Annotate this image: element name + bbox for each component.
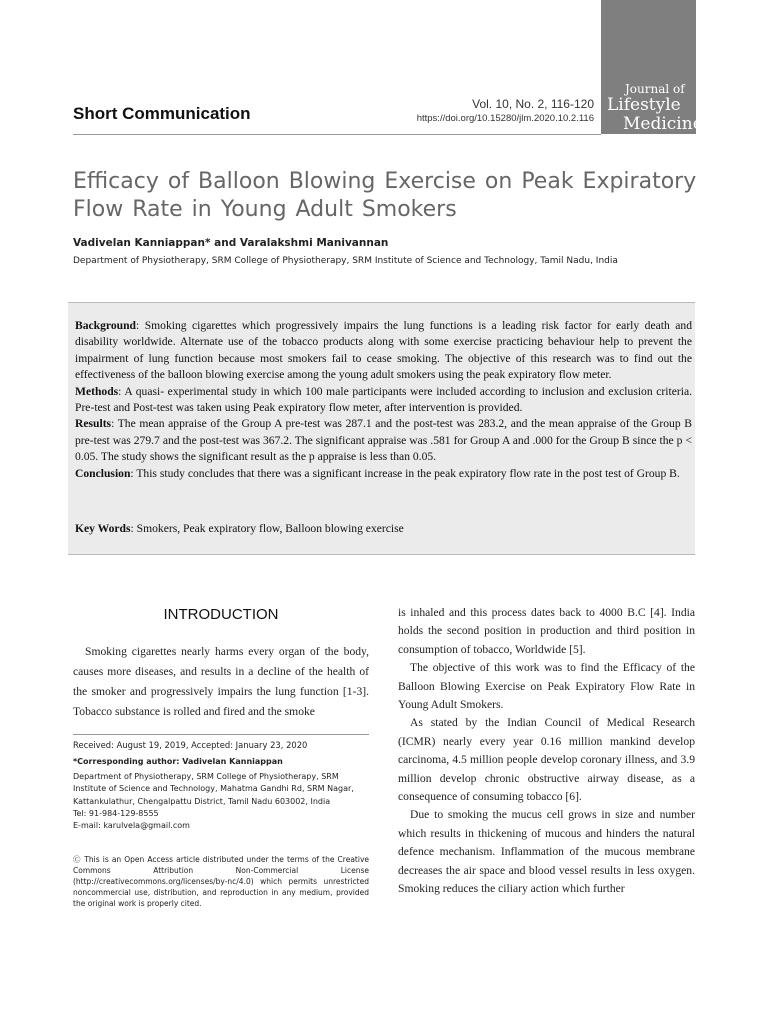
author-contact <box>73 771 369 832</box>
header-divider <box>73 134 601 135</box>
author-tel: Tel: 91-984-129-8555 <box>73 808 159 818</box>
right-column <box>398 604 695 899</box>
methods-label: Methods <box>75 384 119 398</box>
keywords <box>75 522 692 535</box>
conclusion-label: Conclusion <box>75 466 131 480</box>
methods-text: : A quasi- experimental study in which 100 male participants were included according to inclusion and exclusion criteria. Pre-test and Post-test was taken using Peak expiratory flow meter, after intervention is provided. <box>75 384 692 415</box>
received-dates: Received: August 19, 2019, Accepted: January 23, 2020 <box>73 740 308 750</box>
keywords-text: : Smokers, Peak expiratory flow, Balloon blowing exercise <box>130 522 404 535</box>
intro-paragraph: Smoking cigarettes nearly harms every organ of the body, causes more diseases, and results in a decline of the health of the smoker and progressively impairs the lung function [1-3]. Tobacco substance is rolled and fired and the smoke <box>73 645 369 718</box>
body-paragraph: is inhaled and this process dates back to 4000 B.C [4]. India holds the second position in production and third position in consumption of tobacco, Worldwide [5]. <box>398 606 695 656</box>
left-column <box>73 642 369 722</box>
footnote-divider <box>73 734 369 735</box>
abstract-methods <box>75 384 692 417</box>
body-paragraph: The objective of this work was to find the Efficacy of the Balloon Blowing Exercise on Peak Expiratory Flow Rate in Young Adult Smokers. <box>398 661 695 712</box>
abstract-background <box>75 318 692 384</box>
results-label: Results <box>75 417 112 431</box>
volume-info: Vol. 10, No. 2, 116-120 <box>472 97 594 111</box>
background-text: : Smoking cigarettes which progressively impairs the lung functions is a leading risk factor for early death and disability worldwide. Alternate use of the tobacco products along with some exercise practicing behaviour help to prevent the impairment of lung function because most smokers fail to cease smoking. The objective of this research was to find out the effectiveness of the balloon blowing exercise among the young adult smokers using the peak expiratory flow meter. <box>75 319 692 382</box>
background-label: Background <box>75 319 136 332</box>
body-paragraph: As stated by the Indian Council of Medical Research (ICMR) nearly every year 0.16 million mankind develop carcinoma, 4.5 million people develop coronary illness, and 3.9 million develop chronic obstructive airway disease, as a consequence of consuming tobacco [6]. <box>398 716 695 804</box>
conclusion-text: : This study concludes that there was a significant increase in the peak expiratory flow rate in the post test of Group B. <box>130 466 680 480</box>
author-list: Vadivelan Kanniappan* and Varalakshmi Manivannan <box>73 237 389 249</box>
journal-logo-line1: Journal of <box>625 82 685 96</box>
introduction-heading: INTRODUCTION <box>163 606 279 623</box>
abstract-results <box>75 416 692 465</box>
journal-logo <box>601 0 703 134</box>
doi-link[interactable]: https://doi.org/10.15280/jlm.2020.10.2.116 <box>416 113 594 124</box>
corresponding-author: *Corresponding author: Vadivelan Kanniappan <box>73 757 283 766</box>
abstract-conclusion <box>75 466 692 482</box>
author-affiliation: Department of Physiotherapy, SRM College of Physiotherapy, SRM Institute of Science and Technology, Tamil Nadu, India <box>73 256 618 266</box>
author-address: Department of Physiotherapy, SRM College of Physiotherapy, SRM Institute of Science and Technology, Mahatma Gandhi Rd, SRM Nagar, Kattankulathur, Chengalpattu District, Tamil Nadu 603002, India <box>73 772 354 806</box>
license-note <box>73 854 369 909</box>
cc-icon: Ⓒ <box>73 855 85 864</box>
section-type: Short Communication <box>73 104 251 123</box>
journal-logo-line3: Medicine <box>623 114 703 134</box>
article-title: Efficacy of Balloon Blowing Exercise on Peak Expiratory Flow Rate in Young Adult Smokers <box>73 169 697 222</box>
author-email[interactable]: E-mail: karulvela@gmail.com <box>73 821 190 831</box>
keywords-label: Key Words <box>75 522 131 535</box>
abstract-text <box>75 318 692 482</box>
body-paragraph: Due to smoking the mucus cell grows in size and number which results in thickening of mucous and hinders the natural defence mechanism. Inflammation of the mucous membrane decreases the air space and blood vessel results in less oxygen. Smoking reduces the ciliary action which further <box>398 808 695 896</box>
journal-logo-line2: Lifestyle <box>607 95 681 115</box>
license-text: This is an Open Access article distributed under the terms of the Creative Commons Attribution Non-Commercial License (http://creativecommons.org/licenses/by-nc/4.0) which permits unrestricted noncommercial use, distribution, and reproduction in any medium, provided the original work is properly cited. <box>73 855 370 908</box>
results-text: : The mean appraise of the Group A pre-test was 287.1 and the post-test was 283.2, and the mean appraise of the Group B pre-test was 279.7 and the post-test was 367.2. The significant appraise was .581 for Group A and .000 for the Group B since the p < 0.05. The study shows the significant result as the p appraise is less than 0.05. <box>75 417 692 464</box>
